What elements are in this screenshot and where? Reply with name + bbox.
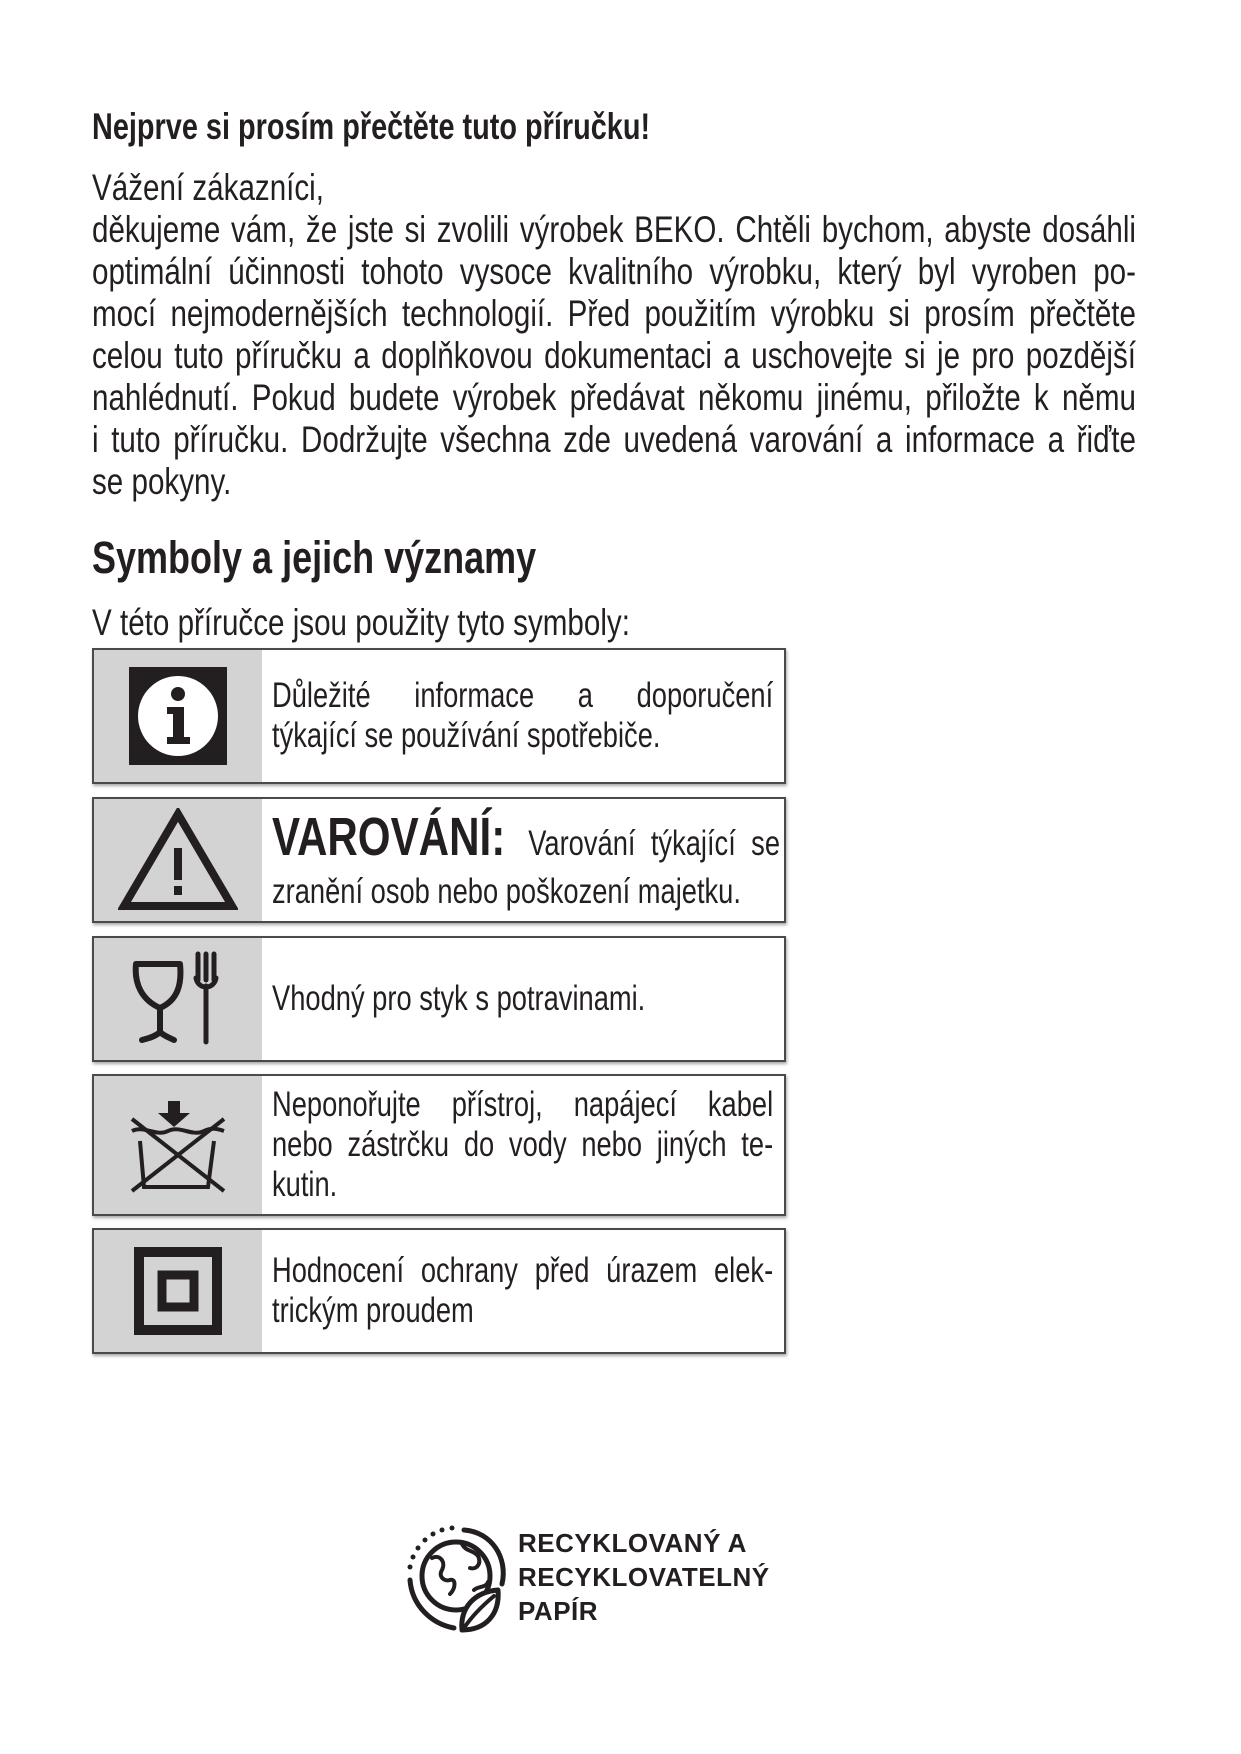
symbols-lead-text: V této příručce jsou použity tyto symboly:	[92, 602, 630, 643]
symbol-row-no-immersion	[92, 1074, 786, 1216]
icon-cell	[94, 938, 262, 1060]
symbol-text: Neponořujte přístroj, napájecí kabel nebo zástrčku do vody nebo jiných te- kutin.	[272, 1085, 774, 1204]
intro-line: optimální účinnosti tohoto vysoce kvalitního výrobku, který byl vyroben po-	[92, 251, 1136, 292]
warning-rest: Varování týkající se	[528, 823, 781, 863]
intro-line: celou tuto příručku a doplňkovou dokumentaci a uschovejte si je pro pozdější	[92, 335, 1136, 376]
symbol-row-insulation	[92, 1228, 786, 1354]
icon-cell	[94, 799, 262, 921]
section-heading: Symboly a jejich významy	[92, 532, 537, 583]
symbol-text: Vhodný pro styk s potravinami.	[272, 979, 646, 1018]
warning-label: VAROVÁNÍ:	[272, 806, 506, 867]
recycle-line: RECYKLOVANÝ A	[518, 1528, 747, 1558]
symbol-text: VAROVÁNÍ: Varování týkající se zranění osob nebo poškození majetku.	[272, 806, 781, 911]
food-safe-icon	[128, 950, 228, 1048]
icon-cell	[94, 1230, 262, 1352]
warning-triangle-icon	[118, 808, 238, 912]
info-icon	[129, 667, 227, 765]
symbol-row-food	[92, 936, 786, 1062]
no-immersion-icon	[128, 1095, 228, 1195]
intro-line: nahlédnutí. Pokud budete výrobek předávat někomu jinému, přiložte k němu	[92, 377, 1136, 418]
recycled-paper-text	[518, 1526, 770, 1628]
greeting-line: Vážení zákazníci,	[92, 167, 324, 208]
recycle-line: RECYKLOVATELNÝ	[518, 1562, 770, 1592]
double-insulation-icon	[134, 1247, 222, 1335]
icon-cell	[94, 650, 262, 782]
intro-line: i tuto příručku. Dodržujte všechna zde uvedená varování a informace a řiďte	[92, 419, 1136, 460]
symbol-text: Hodnocení ochrany před úrazem elek- trickým proudem	[272, 1251, 774, 1330]
page-heading: Nejprve si prosím přečtěte tuto příručku!	[92, 106, 651, 147]
recycle-line: PAPÍR	[518, 1596, 599, 1626]
recycled-paper-badge	[402, 1518, 802, 1648]
intro-line: děkujeme vám, že jste si zvolili výrobek BEKO. Chtěli bychom, abyste dosáhli	[92, 209, 1136, 250]
recycled-paper-globe-leaf-icon	[402, 1518, 512, 1644]
intro-line: se pokyny.	[92, 461, 232, 502]
intro-line: mocí nejmodernějších technologií. Před použitím výrobku si prosím přečtěte	[92, 293, 1136, 334]
symbol-row-warning	[92, 797, 786, 923]
symbol-text: Důležité informace a doporučení týkající se používání spotřebiče.	[272, 676, 774, 755]
icon-cell	[94, 1076, 262, 1214]
symbol-row-info	[92, 648, 786, 784]
